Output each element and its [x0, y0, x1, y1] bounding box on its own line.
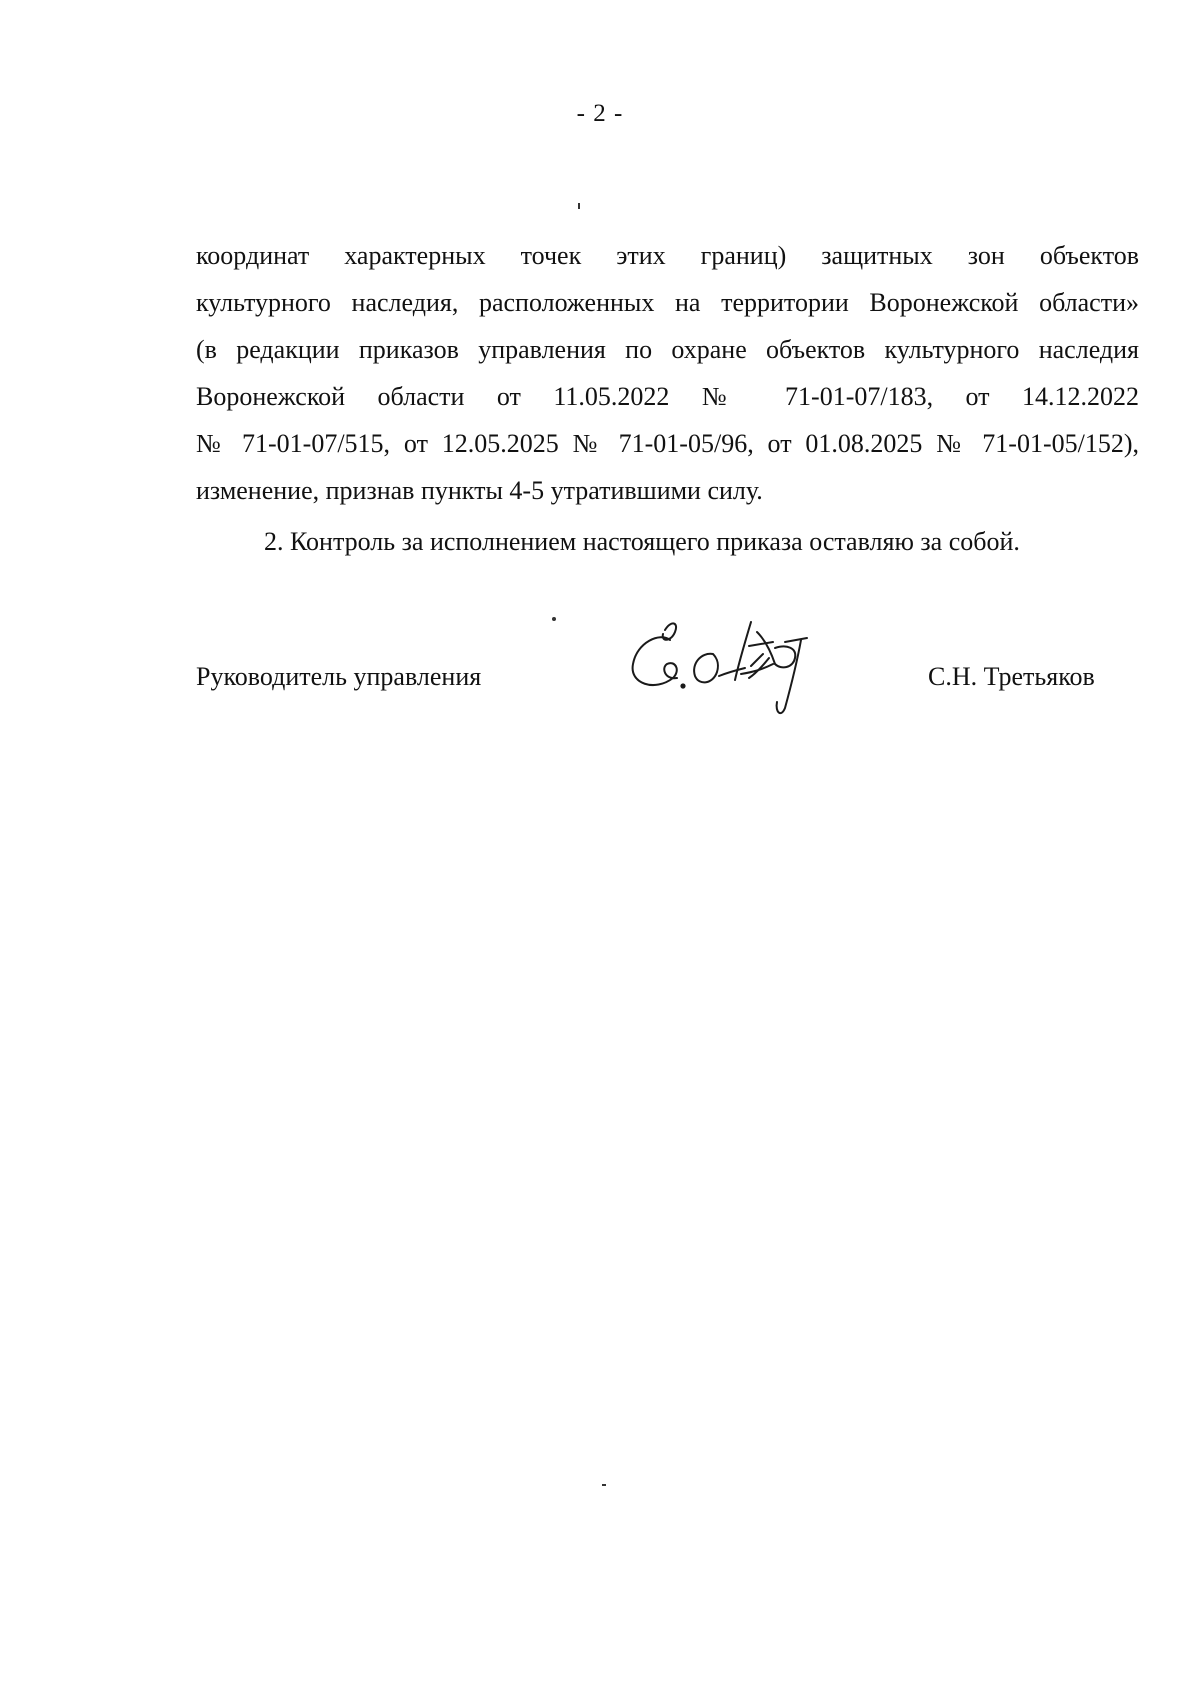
- scan-speck: [578, 203, 580, 209]
- text-line: (в редакции приказов управления по охране объектов культурного наследия: [196, 335, 1139, 364]
- text-line: координат характерных точек этих границ) защитных зон объектов: [196, 241, 1139, 270]
- paragraph-1: [196, 232, 1139, 514]
- signatory-position: Руководитель управления: [196, 662, 482, 691]
- paragraph-2: 2. Контроль за исполнением настоящего приказа оставляю за собой.: [264, 527, 1020, 556]
- text-line: изменение, признав пункты 4-5 утратившими силу.: [196, 476, 763, 505]
- page-number: - 2 -: [576, 100, 624, 127]
- document-body: [196, 232, 1139, 514]
- scan-speck: [602, 1484, 606, 1486]
- handwritten-signature: [625, 612, 855, 722]
- text-line: Воронежской области от 11.05.2022 № 71-01-07/183, от 14.12.2022: [196, 382, 1139, 411]
- text-line: культурного наследия, расположенных на территории Воронежской области»: [196, 288, 1139, 317]
- text-line: № 71-01-07/515, от 12.05.2025 № 71-01-05/96, от 01.08.2025 № 71-01-05/152),: [196, 429, 1139, 458]
- scan-speck: [552, 617, 556, 621]
- signatory-name: С.Н. Третьяков: [928, 662, 1095, 691]
